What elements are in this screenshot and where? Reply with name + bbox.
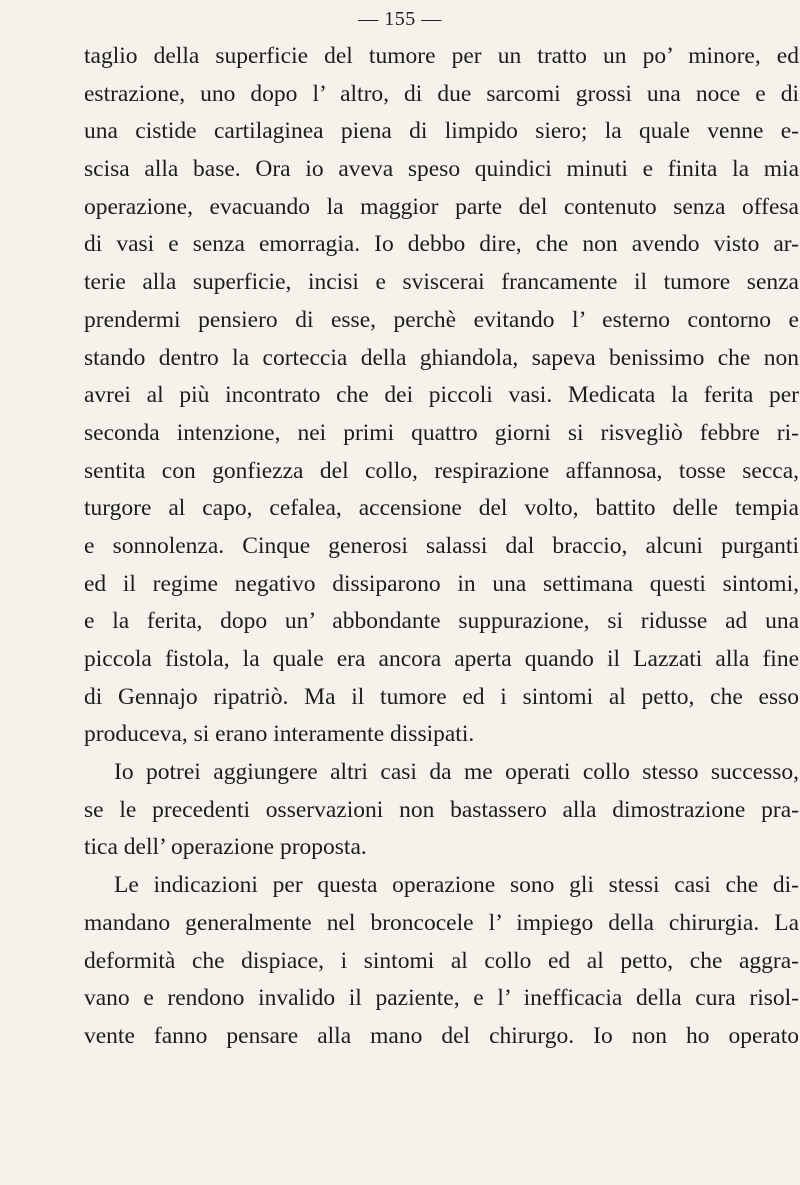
text-line: se le precedenti osservazioni non bastassero alla dimostrazione pra- (84, 796, 799, 823)
text-line: stando dentro la corteccia della ghiandola, sapeva benissimo che non (84, 344, 799, 371)
text-line: di vasi e senza emorragia. Io debbo dire, che non avendo visto ar- (84, 231, 799, 258)
text-line: estrazione, uno dopo l’ altro, di due sarcomi grossi una noce e di (84, 80, 799, 107)
text-line: operazione, evacuando la maggior parte del contenuto senza offesa (84, 193, 799, 220)
text-line: vano e rendono invalido il paziente, e l’ inefficacia della cura risol- (84, 985, 799, 1012)
text-line: prendermi pensiero di esse, perchè evitando l’ esterno contorno e (84, 306, 799, 333)
text-line: seconda intenzione, nei primi quattro giorni si risvegliò febbre ri- (84, 419, 799, 446)
text-line: piccola fistola, la quale era ancora aperta quando il Lazzati alla fine (84, 646, 799, 672)
page-body (84, 38, 799, 1056)
text-line: scisa alla base. Ora io aveva speso quindici minuti e finita la mia (84, 156, 799, 183)
text-line: avrei al più incontrato che dei piccoli vasi. Medicata la ferita per (84, 382, 799, 409)
text-line: una cistide cartilaginea piena di limpido siero; la quale venne e- (84, 118, 799, 145)
text-line: tica dell’ operazione proposta. (84, 834, 367, 861)
text-line: terie alla superficie, incisi e sviscerai francamente il tumore senza (84, 269, 799, 296)
text-line: Io potrei aggiungere altri casi da me operati collo stesso successo, (114, 759, 799, 786)
text-line: di Gennajo ripatriò. Ma il tumore ed i sintomi al petto, che esso (84, 683, 799, 710)
text-line: sentita con gonfiezza del collo, respirazione affannosa, tosse secca, (84, 457, 799, 484)
text-line: vente fanno pensare alla mano del chirurgo. Io non ho operato (84, 1022, 799, 1049)
text-line: mandano generalmente nel broncocele l’ impiego della chirurgia. La (84, 909, 799, 936)
text-line: turgore al capo, cefalea, accensione del volto, battito delle tempia (84, 495, 799, 522)
text-line: taglio della superficie del tumore per un tratto un po’ minore, ed (84, 43, 799, 69)
text-line: e sonnolenza. Cinque generosi salassi dal braccio, alcuni purganti (84, 532, 799, 559)
text-line: deformità che dispiace, i sintomi al collo ed al petto, che aggra- (84, 947, 799, 974)
text-line: produceva, si erano interamente dissipati. (84, 721, 475, 748)
text-line: e la ferita, dopo un’ abbondante suppurazione, si ridusse ad una (84, 608, 799, 635)
page-number: — 155 — (358, 8, 442, 30)
text-line: Le indicazioni per questa operazione sono gli stessi casi che di- (114, 872, 799, 899)
text-line: ed il regime negativo dissiparono in una settimana questi sintomi, (84, 570, 799, 597)
